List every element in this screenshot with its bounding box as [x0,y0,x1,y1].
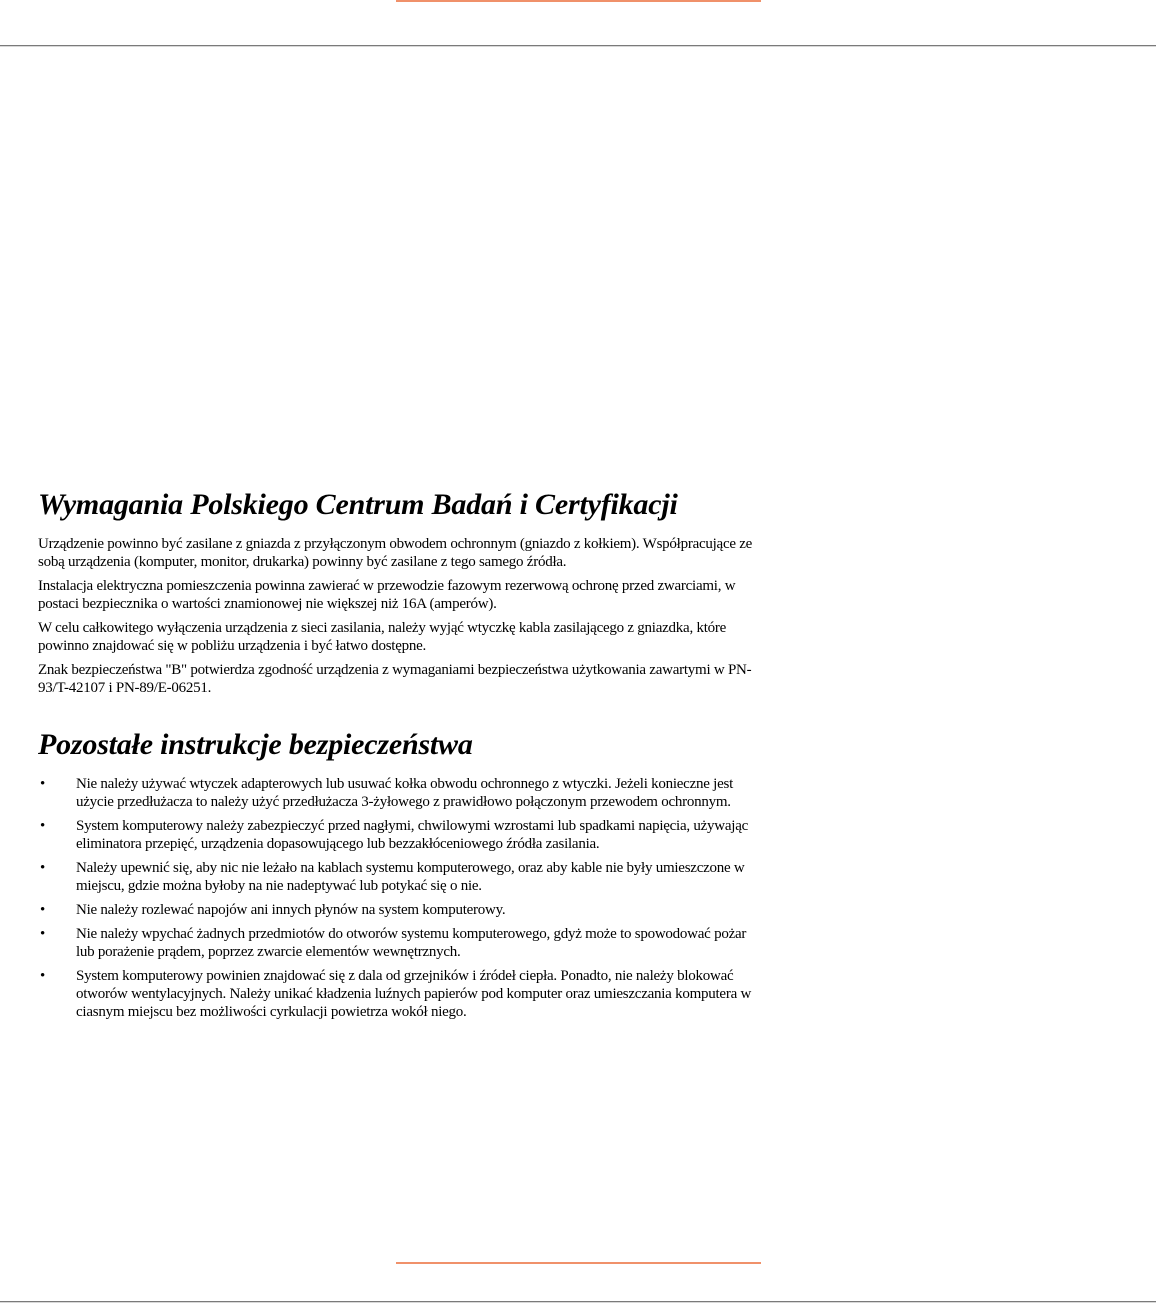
bullet-icon: • [40,902,46,918]
list-item [38,967,762,1021]
bullet-icon: • [40,776,46,792]
paragraph-3: W celu całkowitego wyłączenia urządzenia z sieci zasilania, należy wyjąć wtyczkę kabla zasilającego z gniazdka, które powinno znajdować się w pobliżu urządzenia i być łatwo dostępne. [38,620,727,654]
paragraph-4: Znak bezpieczeństwa "B" potwierdza zgodność urządzenia z wymaganiami bezpieczeństwa użytkowania zawartymi w PN-93/T-42107 i PN-89/E-06251. [38,662,752,696]
list-item [38,817,762,853]
bottom-accent-divider [396,1262,761,1264]
paragraph-2: Instalacja elektryczna pomieszczenia powinna zawierać w przewodzie fazowym rezerwową ochronę przed zwarciami, w postaci bezpiecznika o wartości znamionowej nie większej niż 16A (amperów). [38,578,736,612]
list-item-text: Nie należy rozlewać napojów ani innych płynów na system komputerowy. [76,902,506,918]
list-item-text: System komputerowy powinien znajdować się z dala od grzejników i źródeł ciepła. Ponadto, nie należy blokować otworów wentylacyjnych. Należy unikać kładzenia luźnych papierów pod komputer oraz umieszczania komputera w ciasnym miejscu bez możliwości cyrkulacji powietrza wokół niego. [76,968,752,1020]
list-item [38,901,762,919]
list-item [38,859,762,895]
bullet-icon: • [40,926,46,942]
safety-bullet-list [38,775,762,1021]
paragraph-1: Urządzenie powinno być zasilane z gniazda z przyłączonym obwodem ochronnym (gniazdo z kołkiem). Współpracujące ze sobą urządzenia (komputer, monitor, drukarka) powinny być zasilane z tego samego źródła. [38,536,753,570]
document-body [38,485,762,1027]
list-item [38,925,762,961]
bullet-icon: • [40,968,46,984]
top-horizontal-rule [0,45,1156,47]
list-item-text: Należy upewnić się, aby nic nie leżało na kablach systemu komputerowego, oraz aby kable nie były umieszczone w miejscu, gdzie można byłoby na nie nadeptywać lub potykać się o nie. [76,860,745,894]
list-item-text: Nie należy wpychać żadnych przedmiotów do otworów systemu komputerowego, gdyż może to spowodować pożar lub porażenie prądem, poprzez zwarcie elementów wewnętrznych. [76,926,747,960]
list-item-text: Nie należy używać wtyczek adapterowych lub usuwać kołka obwodu ochronnego z wtyczki. Jeżeli konieczne jest użycie przedłużacza to należy użyć przedłużacza 3-żyłowego z prawidłowo połączonym przewodem ochronnym. [76,776,733,810]
top-accent-divider [396,0,761,2]
list-item-text: System komputerowy należy zabezpieczyć przed nagłymi, chwilowymi wzrostami lub spadkami napięcia, używając eliminatora przepięć, urządzenia dopasowującego lub bezzakłóceniowego źródła zasilania. [76,818,749,852]
bullet-icon: • [40,860,46,876]
bullet-icon: • [40,818,46,834]
section-other-safety-instructions [38,725,762,1021]
bottom-horizontal-rule [0,1301,1156,1303]
list-item [38,775,762,811]
section-heading-safety: Pozostałe instrukcje bezpieczeństwa [38,728,473,761]
section-heading-pcbc: Wymagania Polskiego Centrum Badań i Certyfikacji [38,488,678,521]
section-pcbc-requirements [38,485,762,697]
